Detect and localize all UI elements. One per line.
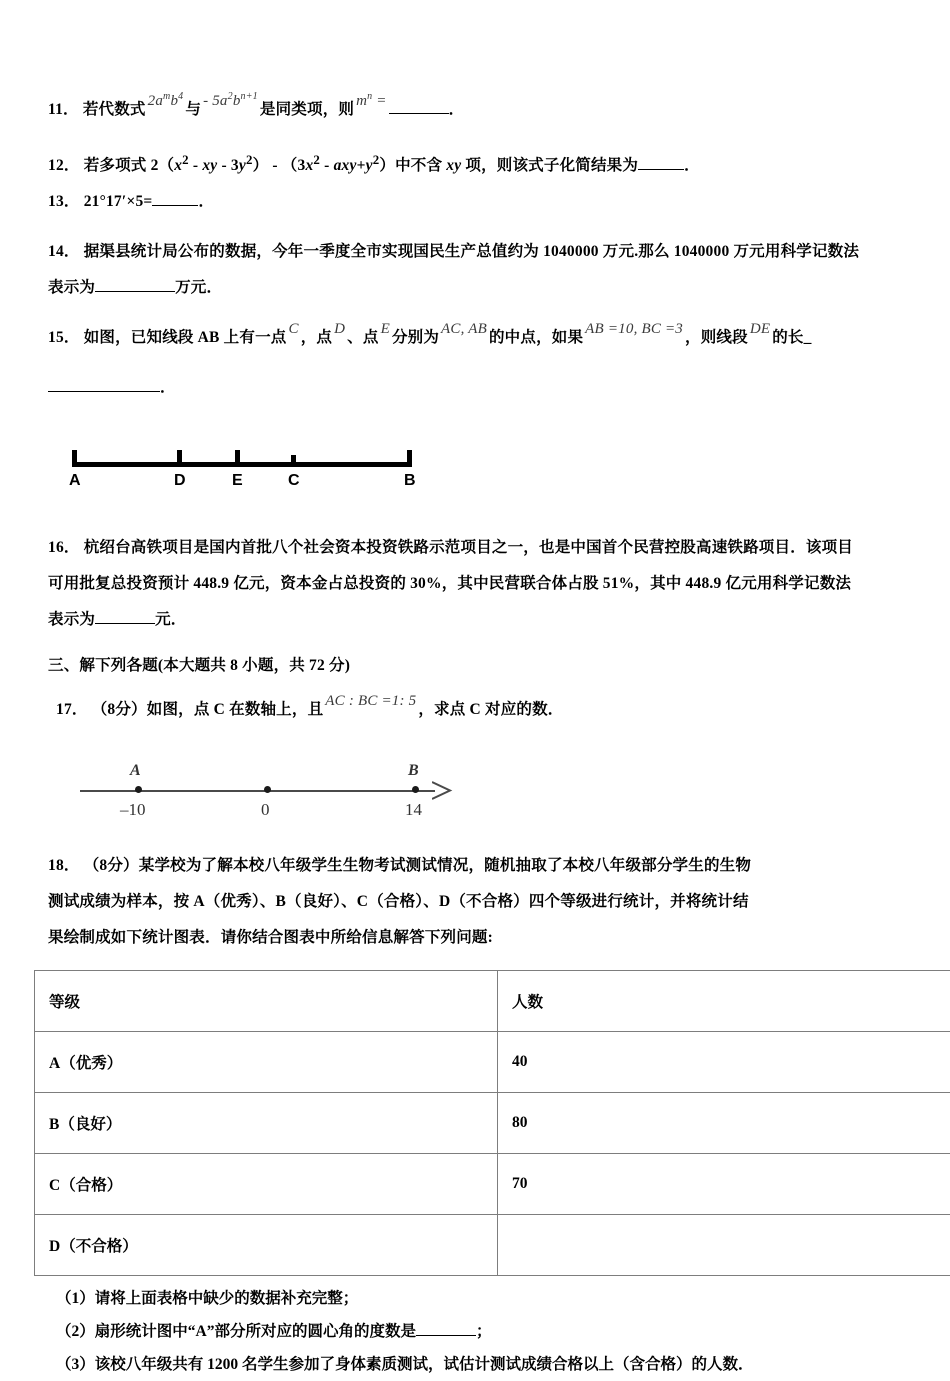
question-17 [48, 692, 920, 728]
segment-label-A: A [69, 472, 81, 490]
question-18-number: 18． [48, 857, 80, 874]
question-15-expr-e: E [379, 321, 392, 337]
question-18-sub-2-text-before: 扇形统计图中“A”部分所对应的圆心角的度数是 [95, 1323, 416, 1340]
question-13-answer-blank[interactable] [152, 191, 198, 206]
question-15-expr-c: C [286, 321, 300, 337]
question-12-number: 12． [48, 157, 80, 174]
question-11-period: ． [449, 101, 465, 118]
question-15-expr-acab: AC, AB [439, 321, 489, 337]
question-15-expr-cond: AB =10, BC =3 [583, 321, 685, 337]
question-12-period: ． [684, 157, 700, 174]
question-12-seg-11: - [320, 157, 334, 174]
table-cell-grade-d: D（不合格） [35, 1215, 498, 1276]
question-15 [48, 320, 920, 356]
question-12-seg-16: ）中不含 [379, 157, 446, 174]
number-line-figure [70, 750, 920, 842]
statistics-table [34, 970, 950, 1276]
question-11-expr-1: $2a^mb^4$ [146, 93, 186, 109]
number-line-value-A: –10 [120, 800, 146, 820]
number-line-axis [80, 790, 435, 792]
question-18-line2: 测试成绩为样本，按 A（优秀）、B（良好）、C（合格）、D（不合格）四个等级进行统计，并将统计结 [48, 884, 920, 920]
question-11-answer-blank[interactable] [389, 99, 449, 114]
question-14-number: 14． [48, 243, 80, 260]
question-18-sub-2-answer-blank[interactable] [416, 1321, 476, 1336]
table-row [35, 1093, 950, 1154]
table-cell-grade-c: C（合格） [35, 1154, 498, 1215]
question-16-answer-blank[interactable] [95, 609, 155, 624]
question-12-seg-15: 2 [373, 152, 380, 167]
table-cell-count-a[interactable]: 40 [498, 1032, 950, 1093]
question-14-line1: 据渠县统计局公布的数据，今年一季度全市实现国民生产总值约为 1040000 万元.那么 1040000 万元用科学记数法 [84, 243, 859, 260]
question-18-line1: （8分）某学校为了解本校八年级学生生物考试测试情况，随机抽取了本校八年级部分学生的生物 [84, 857, 751, 874]
segment-tick-D [177, 450, 182, 467]
question-18-sub-3 [48, 1348, 920, 1381]
question-16-line2 [48, 566, 920, 602]
question-15-expr-d: D [332, 321, 347, 337]
question-14-line2-after: 万元． [175, 279, 222, 296]
question-12-seg-9: x [305, 157, 313, 174]
table-header-grade: 等级 [35, 971, 498, 1032]
question-12-seg-4: xy [202, 157, 217, 174]
segment-tick-C [291, 455, 296, 467]
question-17-expr-ratio: AC : BC =1: 5 [323, 693, 418, 709]
question-11-expr-2: - $5a^2b^{n+1}$ [201, 93, 260, 109]
question-12-seg-3: - [189, 157, 203, 174]
question-13 [48, 184, 920, 220]
question-15-period: ． [160, 379, 176, 396]
question-15-text-3: 分别为 [392, 329, 439, 346]
number-line-value-B: 14 [405, 800, 422, 820]
question-15-number: 15． [48, 329, 80, 346]
question-12-seg-13: + [357, 157, 366, 174]
segment-label-B: B [404, 472, 416, 490]
segment-tick-B [407, 450, 412, 467]
question-18-sub-3-text: 该校八年级共有 1200 名学生参加了身体素质测试，试估计测试成绩合格以上（含合格）的人数． [95, 1356, 754, 1373]
question-18-sub-2-text-after: ； [476, 1323, 492, 1340]
number-line-label-B: B [408, 762, 419, 780]
question-12-seg-7: 2 [246, 152, 253, 167]
question-18-line3: 果绘制成如下统计图表．请你结合图表中所给信息解答下列问题: [48, 920, 920, 956]
question-16-line3-after: 元． [155, 611, 186, 628]
question-17-text-after: ，求点 C 对应的数． [418, 701, 563, 718]
section-heading: 三、解下列各题(本大题共 8 小题，共 72 分) [48, 648, 920, 684]
question-18-sub-2 [48, 1315, 920, 1348]
question-11-text: 若代数式 [83, 101, 146, 118]
question-15-expr-de: DE [748, 321, 772, 337]
question-13-period: ． [198, 193, 214, 210]
segment-tick-E [235, 450, 240, 467]
question-12-seg-10: 2 [313, 152, 320, 167]
question-15-text-before: 如图，已知线段 AB 上有一点 [84, 329, 287, 346]
question-11 [48, 88, 920, 128]
table-header-count: 人数 [498, 971, 950, 1032]
question-16-line1: 杭绍台高铁项目是国内首批八个社会资本投资铁路示范项目之一，也是中国首个民营控股高速铁路项目．该项目 [84, 539, 853, 556]
question-18-sub-2-label: （2） [56, 1323, 95, 1340]
question-15-text-6: 的长_ [772, 329, 811, 346]
table-cell-count-c[interactable]: 70 [498, 1154, 950, 1215]
question-14-line2 [48, 270, 920, 306]
question-18-sub-1-label: （1） [56, 1290, 95, 1307]
question-12-seg-12: axy [334, 157, 357, 174]
question-11-text-mid2: 是同类项，则 [260, 101, 354, 118]
number-line-label-A: A [130, 762, 141, 780]
table-row [35, 1154, 950, 1215]
question-17-number: 17． [56, 701, 88, 718]
table-cell-count-b[interactable]: 80 [498, 1093, 950, 1154]
question-12-seg-14: y [366, 157, 373, 174]
segment-label-C: C [288, 472, 300, 490]
question-15-line2 [48, 370, 920, 406]
question-15-text-2: 、点 [347, 329, 378, 346]
question-11-text-mid1: 与 [185, 101, 201, 118]
question-16-number: 16． [48, 539, 80, 556]
question-15-text-5: ，则线段 [685, 329, 748, 346]
table-cell-count-d[interactable] [498, 1215, 950, 1276]
question-11-number: 11． [48, 101, 79, 118]
question-18-sub-3-label: （3） [56, 1356, 95, 1373]
question-12-seg-5: - 3 [217, 157, 238, 174]
question-12-seg-6: y [239, 157, 246, 174]
question-15-text-1: ，点 [301, 329, 332, 346]
page-content [48, 88, 920, 1381]
question-12 [48, 142, 920, 184]
table-cell-grade-b: B（良好） [35, 1093, 498, 1154]
question-13-text: 21°17′×5= [84, 193, 153, 210]
question-12-seg-1: x [174, 157, 182, 174]
question-12-seg-8: ） - （3 [253, 157, 306, 174]
question-12-seg-0: 若多项式 2（ [84, 157, 175, 174]
table-cell-grade-a: A（优秀） [35, 1032, 498, 1093]
segment-label-E: E [232, 472, 243, 490]
question-18 [48, 848, 920, 884]
question-17-text-before: （8分）如图，点 C 在数轴上，且 [92, 701, 324, 718]
question-16 [48, 530, 920, 566]
segment-label-D: D [174, 472, 186, 490]
question-12-answer-blank[interactable] [638, 155, 684, 170]
question-18-sub-1 [48, 1282, 920, 1315]
question-12-seg-2: 2 [182, 152, 189, 167]
segment-AB-figure [60, 436, 920, 508]
question-16-line3-before: 表示为 [48, 611, 95, 628]
question-14-answer-blank[interactable] [95, 277, 175, 292]
question-14-line2-before: 表示为 [48, 279, 95, 296]
question-16-line3 [48, 602, 920, 638]
question-12-seg-18: 项，则该式子化简结果为 [461, 157, 638, 174]
segment-baseline [72, 462, 412, 467]
question-13-number: 13． [48, 193, 80, 210]
question-18-sub-1-text: 请将上面表格中缺少的数据补充完整； [95, 1290, 359, 1307]
number-line-value-origin: 0 [261, 800, 270, 820]
question-12-seg-17: xy [446, 157, 461, 174]
question-11-expr-3: $m^n$ = [354, 93, 389, 109]
question-14 [48, 234, 920, 270]
segment-tick-A [72, 450, 77, 467]
question-15-text-4: 的中点，如果 [489, 329, 583, 346]
question-16-line2-text: 可用批复总投资预计 448.9 亿元，资本金占总投资的 30%，其中民营联合体占股 51%，其中 448.9 亿元用科学记数法 [48, 575, 851, 592]
table-header-row [35, 971, 950, 1032]
table-row [35, 1032, 950, 1093]
table-row [35, 1215, 950, 1276]
question-15-answer-blank[interactable] [48, 377, 160, 392]
